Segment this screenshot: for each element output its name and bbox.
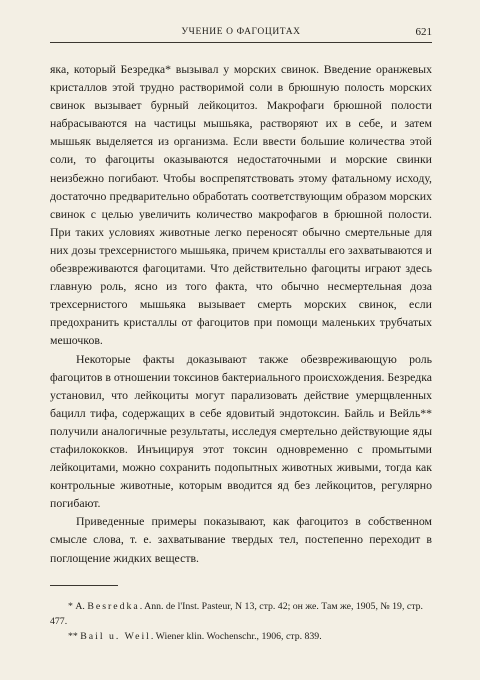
footnote-2-text: . Wiener klin. Wochenschr., 1906, стр. 839. bbox=[150, 631, 322, 642]
footnote-1 bbox=[50, 599, 432, 629]
footnote-2-marker: ** bbox=[68, 631, 81, 642]
paragraph-2: Некоторые факты доказывают также обезвреживающую роль фагоцитов в отношении токсинов бактериального происхождения. Безредка установил, что лейкоциты могут парализовать действие умерщвленных бацилл тифа, содержащих в себе ядовитый эндотоксин. Байль и Вейль** получили аналогичные результаты, исследуя смертельно действующие яды стафилококков. Инъицируя этот токсин одновременно с промытыми лейкоцитами, можно сохранить подопытных животных живыми, тогда как контрольные животные, которым вводится яд без лейкоцитов, регулярно погибают. bbox=[50, 351, 432, 511]
page-header bbox=[50, 26, 432, 43]
running-title: УЧЕНИЕ О ФАГОЦИТАХ bbox=[181, 27, 301, 37]
footnote-2 bbox=[50, 629, 432, 644]
page-number: 621 bbox=[415, 26, 432, 38]
paragraph-3: Приведенные примеры показывают, как фагоцитоз в собственном смысле слова, т. е. захватывание твердых тел, постепенно переходит в поглощение жидких веществ. bbox=[50, 514, 432, 565]
footnote-1-author: Besredka bbox=[87, 601, 140, 612]
footnotes bbox=[50, 599, 432, 644]
footnote-1-marker: * А. bbox=[68, 601, 88, 612]
paragraph-1: яка, который Безредка* вызывал у морских свинок. Введение оранжевых кристаллов этой трудно растворимой соли в брюшную полость морских свинок вызывает бурный лейкоцитоз. Макрофаги брюшной полости набрасываются на частицы мышьяка, растворяют их в себе, и затем мышьяк выделяется из организма. Если ввести большие количества этой соли, то фагоциты оказываются недостаточными и морские свинки неизбежно погибают. Чтобы воспрепятствовать этому фатальному исходу, достаточно предварительно обработать соответствующим образом морских свинок с целью увеличить количество макрофагов в брюшной полости. При таких условиях животные легко переносят обычно смертельные для них дозы трехсернистого мышьяка, причем кристаллы его захватываются и обезвреживаются фагоцитами. Что действительно фагоциты играют здесь главную роль, ясно из того факта, что обычно несмертельная доза трехсернистого мышьяка вызывает смерть морских свинок, если предохранить кристаллы от фагоцитов при помощи маленьких трубчатых мешочков. bbox=[50, 62, 432, 348]
footnote-separator bbox=[50, 585, 118, 586]
body-text bbox=[50, 60, 432, 567]
footnote-2-author: Bail u. Weil bbox=[80, 631, 151, 642]
footnote-1-text: . Ann. de l'Inst. Pasteur, N 13, стр. 42; он же. Там же, 1905, № 19, стр. 477. bbox=[50, 601, 423, 627]
